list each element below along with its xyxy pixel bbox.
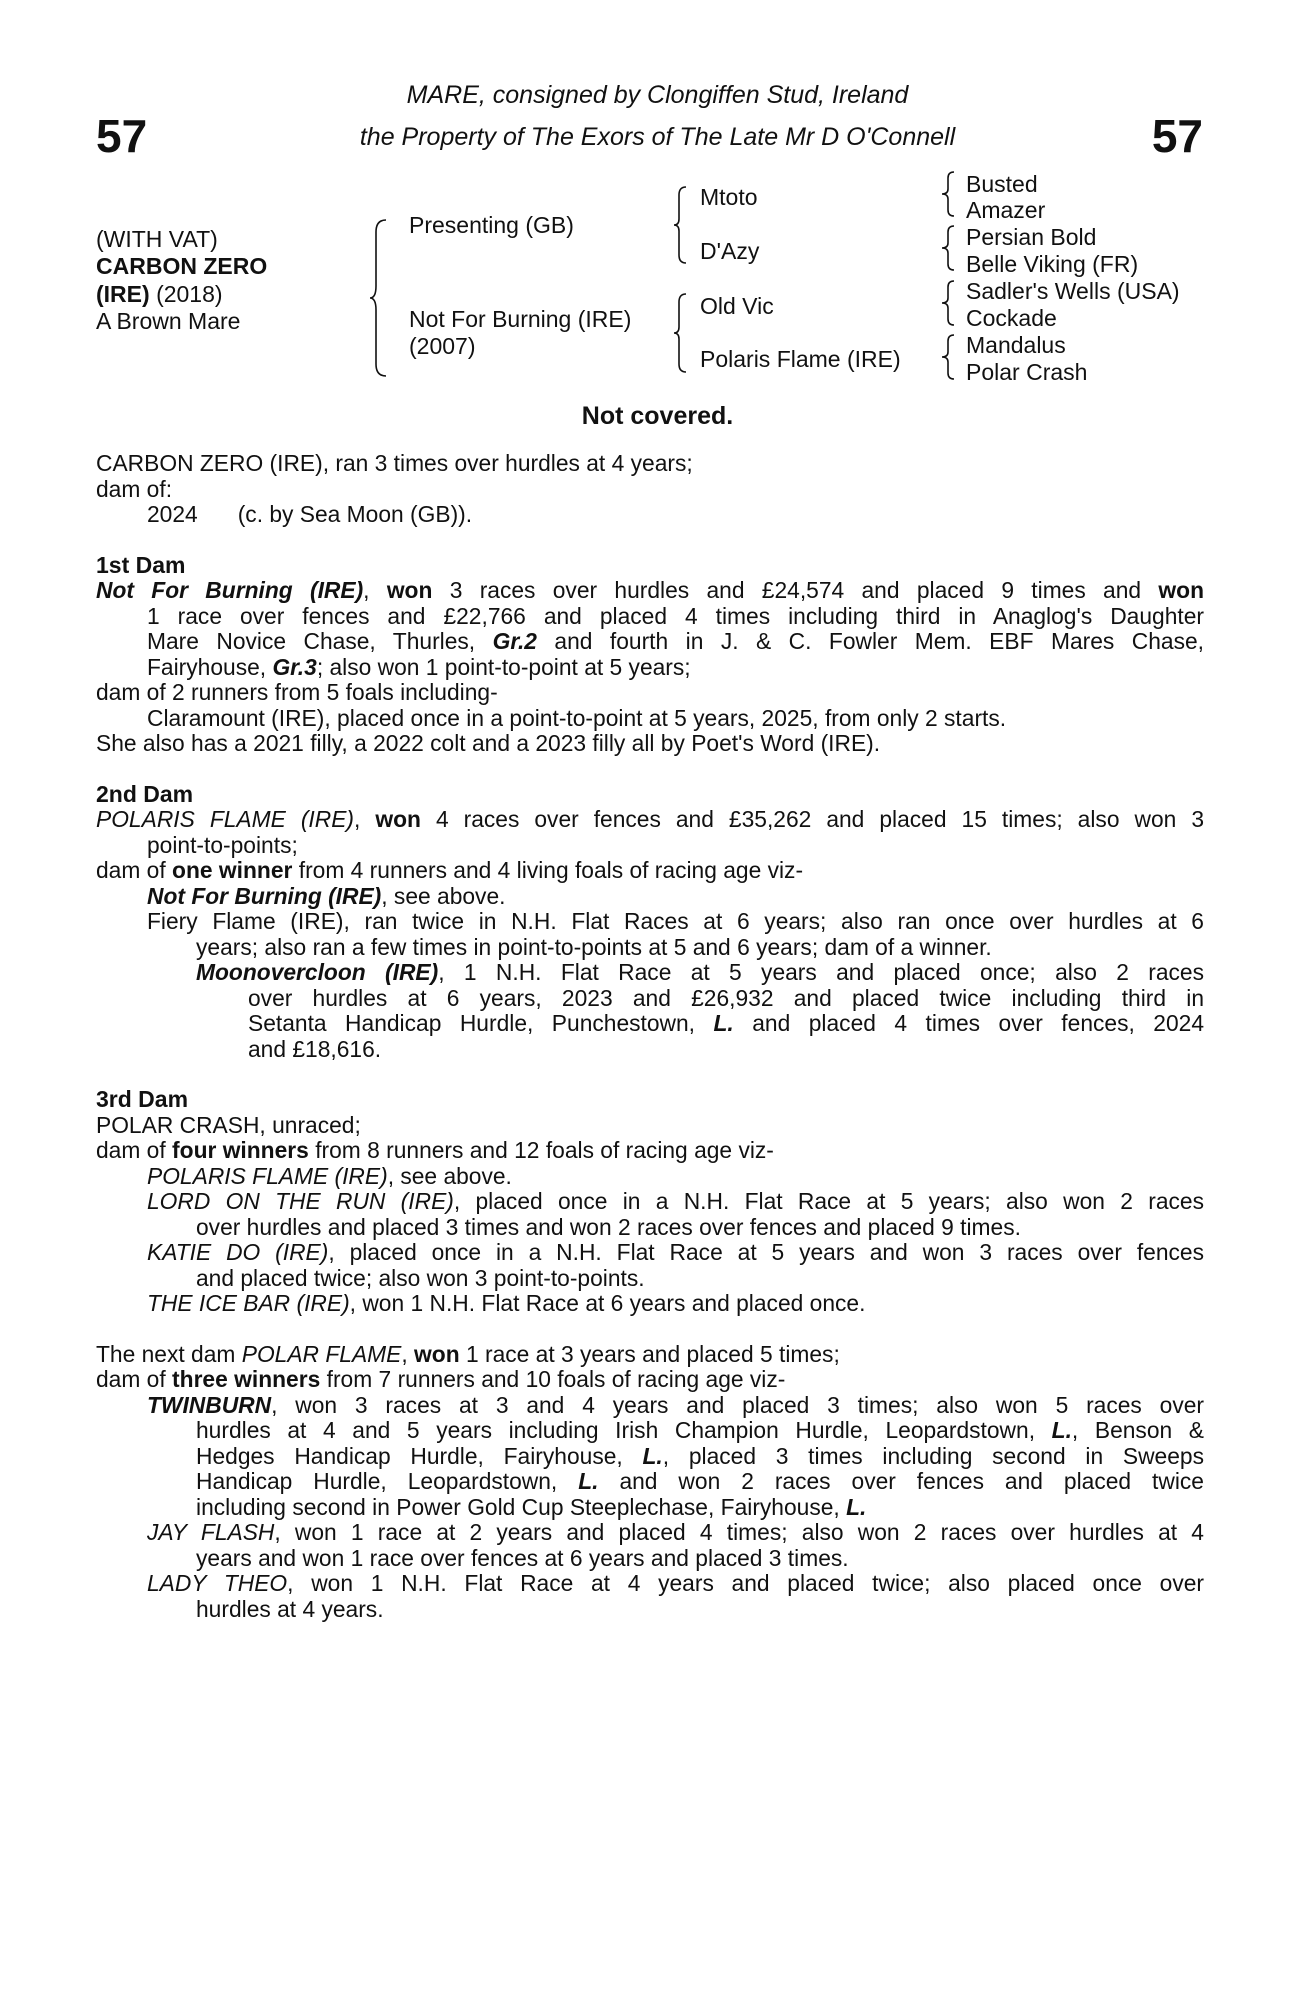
covering-status: Not covered.	[581, 402, 734, 430]
great-grandparent-4: Belle Viking (FR)	[966, 251, 1139, 277]
property-line: the Property of The Exors of The Late Mr D O'Connell	[359, 123, 956, 151]
vat-note: (WITH VAT)	[96, 226, 218, 252]
section-heading: 2nd Dam	[96, 780, 194, 807]
pedigree-brace-g4	[940, 333, 956, 381]
second-dam-section: 2nd Dam POLARIS FLAME (IRE), won 4 races over fences and £35,262 and placed 15 times; also won 3 point-to-points; dam of one winner from 4 runners and 4 living foals of racing age viz- Not For Burning (IRE), see above. Fiery Flame (IRE), ran twice in N.H. Flat Races at 6 years; also ran once over hurdles at 6 years; also ran a few times in point-to-points at 5 and 6 years; dam of a winner. Moonovercloon (IRE), 1 N.H. Flat Race at 5 years and placed once; also 2 races over hurdles at 6 years, 2023 and £26,932 and placed twice including third in Setanta Handicap Hurdle, Punchestown, L. and placed 4 times over fences, 2024 and £18,616.	[96, 780, 1205, 1062]
great-grandparent-1: Busted	[966, 171, 1038, 197]
catalogue-body	[96, 451, 1204, 1622]
section-heading: 3rd Dam	[96, 1086, 189, 1112]
great-grandparent-2: Amazer	[966, 197, 1046, 223]
great-grandparent-6: Cockade	[966, 305, 1057, 331]
sire-dam: D'Azy	[700, 238, 760, 264]
lot-number-left: 57	[96, 110, 148, 162]
third-dam-section: 3rd Dam POLAR CRASH, unraced; dam of four winners from 8 runners and 12 foals of racing age viz- POLARIS FLAME (IRE), see above. LORD ON THE RUN (IRE), placed once in a N.H. Flat Race at 5 years; also won 2 races over hurdles and placed 3 times and won 2 races over fences and placed 9 times. KATIE DO (IRE), placed once in a N.H. Flat Race at 5 years and won 3 races over fences and placed twice; also won 3 point-to-points. THE ICE BAR (IRE), won 1 N.H. Flat Race at 6 years and placed once.	[96, 1086, 1204, 1316]
dam-sire: Old Vic	[700, 293, 774, 319]
dam: Not For Burning (IRE)	[409, 306, 632, 332]
pedigree-brace-sire	[672, 185, 688, 265]
horse-name: CARBON ZERO	[96, 253, 268, 279]
pedigree-brace-g1	[940, 170, 956, 218]
lot-number-right: 57	[1151, 110, 1203, 162]
pedigree-brace-dam	[672, 292, 688, 374]
dam-dam: Polaris Flame (IRE)	[700, 346, 901, 372]
first-dam-section: 1st Dam Not For Burning (IRE), won 3 races over hurdles and £24,574 and placed 9 times and won 1 race over fences and £22,766 and placed 4 times including third in Anaglog's Daughter Mare Novice Chase, Thurles, Gr.2 and fourth in J. & C. Fowler Mem. EBF Mares Chase, Fairyhouse, Gr.3; also won 1 point-to-point at 5 years; dam of 2 runners from 5 foals including- Claramount (IRE), placed once in a point-to-point at 5 years, 2025, from only 2 starts. She also has a 2021 filly, a 2022 colt and a 2023 filly all by Poet's Word (IRE).	[96, 551, 1205, 756]
sire: Presenting (GB)	[409, 212, 574, 238]
great-grandparent-5: Sadler's Wells (USA)	[966, 278, 1180, 304]
pedigree-brace-g3	[940, 279, 956, 327]
intro-section: CARBON ZERO (IRE), ran 3 times over hurdles at 4 years; dam of: 2024 (c. by Sea Moon (GB)).	[96, 450, 693, 527]
great-grandparent-3: Persian Bold	[966, 224, 1097, 250]
pedigree-brace-g2	[940, 224, 956, 272]
sire-sire: Mtoto	[700, 184, 758, 210]
section-heading: 1st Dam	[96, 551, 186, 578]
dam-year: (2007)	[409, 333, 476, 359]
consignor-line: MARE, consigned by Clongiffen Stud, Ireland	[406, 81, 909, 109]
horse-name-suffix: (IRE) (2018)	[96, 281, 223, 307]
pedigree-brace-main	[368, 218, 390, 378]
horse-description: A Brown Mare	[96, 308, 241, 334]
next-dam-section: The next dam POLAR FLAME, won 1 race at 3 years and placed 5 times; dam of three winners from 7 runners and 10 foals of racing age viz- TWINBURN, won 3 races at 3 and 4 years and placed 3 times; also won 5 races over hurdles at 4 and 5 years including Irish Champion Hurdle, Leopardstown, L., Benson & Hedges Handicap Hurdle, Fairyhouse, L., placed 3 times including second in Sweeps Handicap Hurdle, Leopardstown, L. and won 2 races over fences and placed twice including second in Power Gold Cup Steeplechase, Fairyhouse, L. JAY FLASH, won 1 race at 2 years and placed 4 times; also won 2 races over hurdles at 4 years and won 1 race over fences at 6 years and placed 3 times. LADY THEO, won 1 N.H. Flat Race at 4 years and placed twice; also placed once over hurdles at 4 years.	[96, 1340, 1204, 1622]
great-grandparent-7: Mandalus	[966, 332, 1066, 358]
great-grandparent-8: Polar Crash	[966, 359, 1088, 385]
